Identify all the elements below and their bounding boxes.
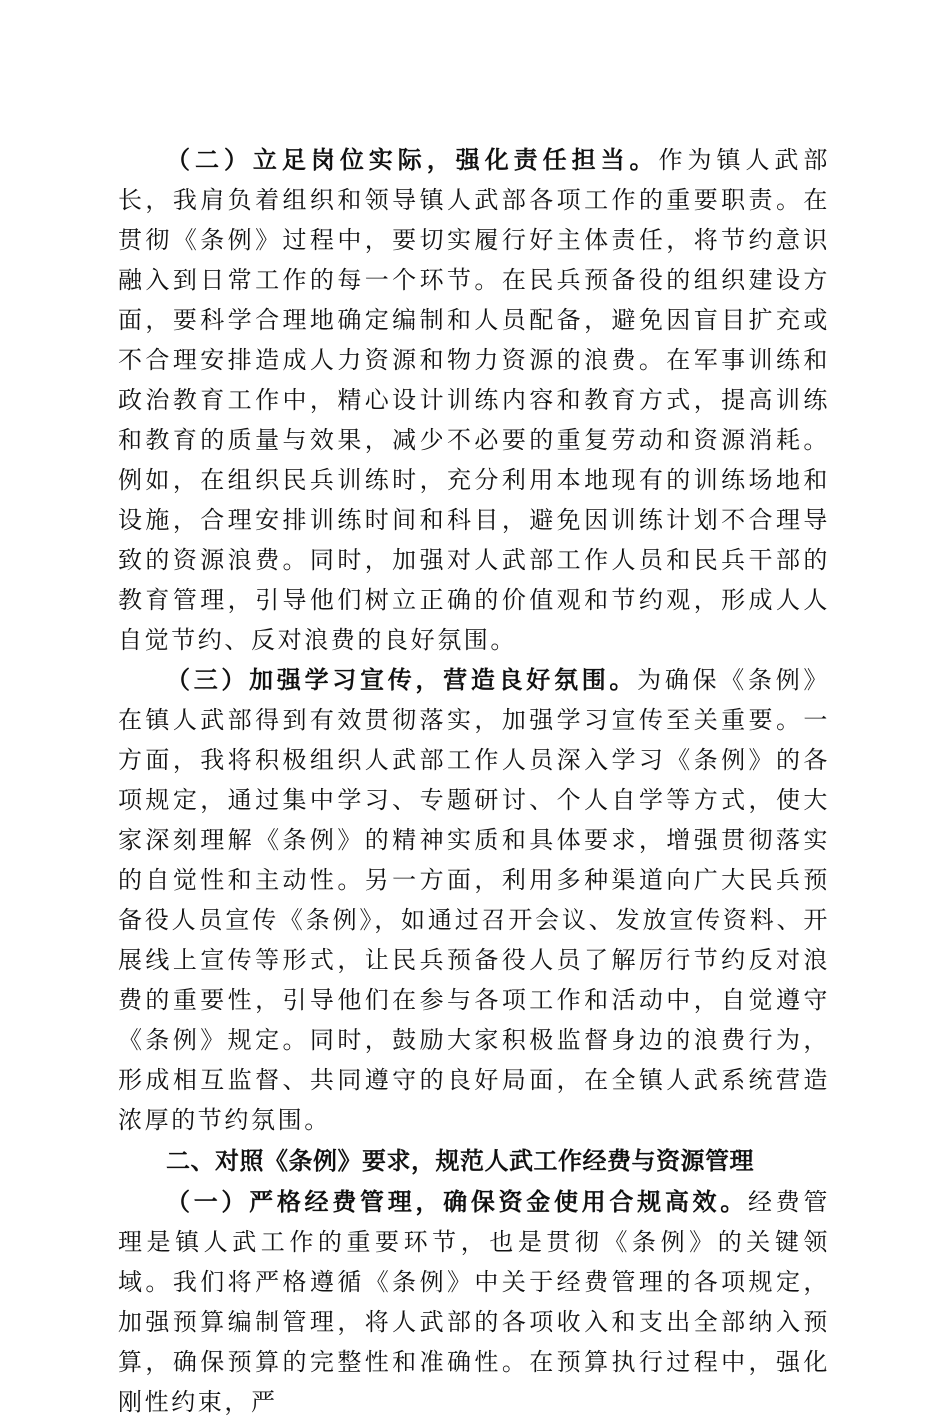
paragraph-responsibility: [118, 140, 830, 660]
paragraph-funding: [118, 1182, 830, 1422]
paragraph-lead: （一）严格经费管理，确保资金使用合规高效。: [166, 1187, 748, 1216]
document-body: [118, 140, 830, 1422]
paragraph-lead: （二）立足岗位实际，强化责任担当。: [166, 145, 659, 174]
paragraph-publicity: [118, 660, 830, 1140]
section-heading: 二、对照《条例》要求，规范人武工作经费与资源管理: [166, 1147, 754, 1175]
paragraph-text: 经费管理是镇人武工作的重要环节，也是贯彻《条例》的关键领域。我们将严格遵循《条例》中关于经费管理的各项规定，加强预算编制管理，将人武部的各项收入和支出全部纳入预算，确保预算的完整性和准确性。在预算执行过程中，强化刚性约束，严: [118, 1188, 830, 1416]
paragraph-text: 作为镇人武部长，我肩负着组织和领导镇人武部各项工作的重要职责。在贯彻《条例》过程中，要切实履行好主体责任，将节约意识融入到日常工作的每一个环节。在民兵预备役的组织建设方面，要科学合理地确定编制和人员配备，避免因盲目扩充或不合理安排造成人力资源和物力资源的浪费。在军事训练和政治教育工作中，精心设计训练内容和教育方式，提高训练和教育的质量与效果，减少不必要的重复劳动和资源消耗。例如，在组织民兵训练时，充分利用本地现有的训练场地和设施，合理安排训练时间和科目，避免因训练计划不合理导致的资源浪费。同时，加强对人武部工作人员和民兵干部的教育管理，引导他们树立正确的价值观和节约观，形成人人自觉节约、反对浪费的良好氛围。: [118, 146, 830, 654]
paragraph-text: 为确保《条例》在镇人武部得到有效贯彻落实，加强学习宣传至关重要。一方面，我将积极组织人武部工作人员深入学习《条例》的各项规定，通过集中学习、专题研讨、个人自学等方式，使大家深刻理解《条例》的精神实质和具体要求，增强贯彻落实的自觉性和主动性。另一方面，利用多种渠道向广大民兵预备役人员宣传《条例》，如通过召开会议、发放宣传资料、开展线上宣传等形式，让民兵预备役人员了解厉行节约反对浪费的重要性，引导他们在参与各项工作和活动中，自觉遵守《条例》规定。同时，鼓励大家积极监督身边的浪费行为，形成相互监督、共同遵守的良好局面，在全镇人武系统营造浓厚的节约氛围。: [118, 666, 831, 1134]
paragraph-lead: （三）加强学习宣传，营造良好氛围。: [166, 665, 638, 694]
